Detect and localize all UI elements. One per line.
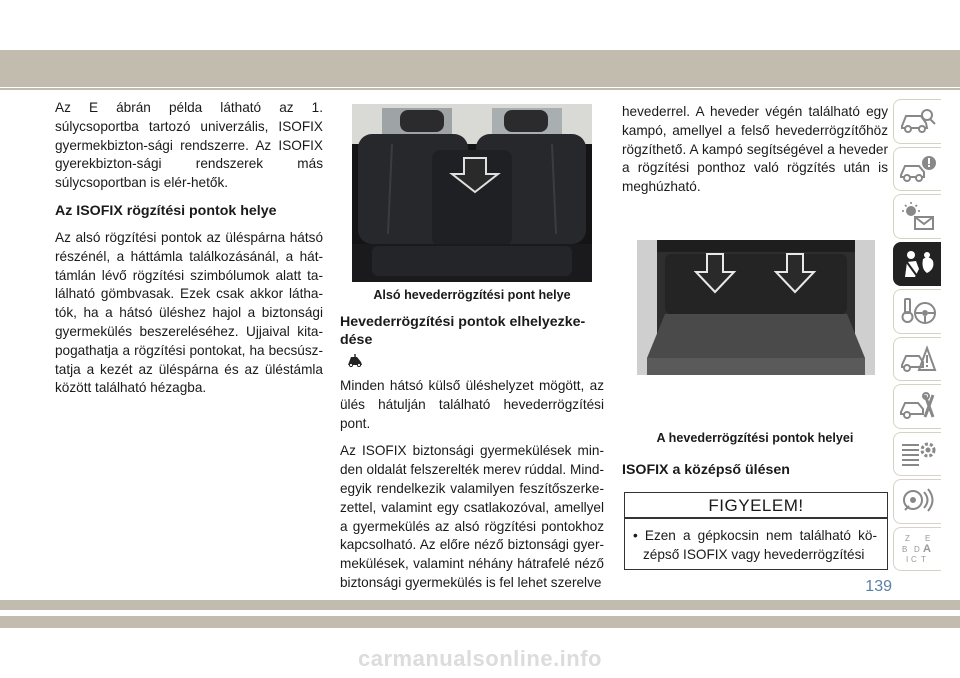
car-info-icon <box>899 154 937 184</box>
index-letter: B <box>901 544 907 554</box>
key-steering-wheel-icon <box>899 296 937 326</box>
warning-title: FIGYELEM! <box>625 493 887 519</box>
paragraph: Az alsó rögzítési pontok az üléspárna hátsó részénél, a háttámla találkozásánál, a hát-támlán lévő rögzítési szimbólumok alatt ta-lálható gömbvasak. Ezek csak akkor látha-tók, ha a hátsó üléshez hajol a biztonsági gyermekülés beszereléséhez. Ujjaival kita-pogathatja a rögzítési pontokat, ha becsúsz-tatja a kezét az üléspárna és az üléstámla között található hézagba. <box>55 229 323 396</box>
car-wrench-tools-icon <box>899 391 937 421</box>
figure-caption: Alsó hevederrögzítési pont helye <box>373 288 571 302</box>
paragraph: Az E ábrán példa látható az 1. súlycsoportba tartozó univerzális, ISOFIX gyermekbizton-sági rendszerre. Az ISOFIX gyerekbizton-sági rendszerek más súlycsoportban is elér-hetők. <box>55 100 323 191</box>
index-letter: C <box>910 554 917 564</box>
tab-car-info[interactable] <box>893 147 941 192</box>
header-band <box>0 50 960 87</box>
header-rule <box>0 88 960 90</box>
footer-band <box>0 600 960 610</box>
chapter-tabs <box>893 99 941 574</box>
tab-warning-lights[interactable] <box>893 194 941 239</box>
column-left <box>55 99 323 407</box>
figure-caption: A hevederrögzítési pontok helyei <box>656 431 854 445</box>
rear-seat-photo <box>352 104 592 282</box>
paragraph: Az ISOFIX biztonsági gyermekülések min-den oldalát felszerelték merev rúddal. Mind-egyik rendelkezik valamilyen feszítőszerke-zettel, valamint egy csatlakozóval, amellyel a gyermekülés az alsó rögzítési pontokhoz kapcsolható. Az előre néző biztonsági gyer-mekülések, valamint néhány hátrafelé néző biztonsági gyermekülés is fel lehet szerelve <box>340 443 604 590</box>
paragraph: hevederrel. A heveder végén található egy kampó, amellyel a felső hevederrögzítőhöz rögzíthető. A kampó segítségével a heveder a rögzítési ponthoz való rögzítés után is meghúzható. <box>622 104 888 195</box>
safety-seatbelt-airbag-icon <box>899 249 937 279</box>
column-right <box>622 103 888 206</box>
paragraph: Minden hátsó külső üléshelyzet mögött, az ülés hátulján található hevederrögzítési pont. <box>340 378 604 431</box>
section-heading: Hevederrögzítési pontok elhelyezke-dése <box>340 314 586 348</box>
cargo-area-photo <box>637 240 875 375</box>
index-letter: E <box>924 533 930 543</box>
tab-emergency[interactable] <box>893 337 941 382</box>
index-letter: A <box>922 542 931 555</box>
tether-anchor-symbol-icon <box>346 353 364 367</box>
index-letters-icon <box>899 532 937 566</box>
spec-list-gear-icon <box>899 439 937 469</box>
section-heading: ISOFIX a középső ülésen <box>622 462 790 478</box>
tab-car-search[interactable] <box>893 99 941 144</box>
footer-band-lower <box>0 616 960 628</box>
road-warning-triangle-icon <box>899 344 937 374</box>
section-heading: Az ISOFIX rögzítési pontok helye <box>55 202 277 219</box>
multimedia-icon <box>899 486 937 516</box>
watermark-text: carmanualsonline.info <box>358 646 602 671</box>
warning-light-message-icon <box>899 201 937 231</box>
tab-index[interactable] <box>893 527 941 572</box>
index-letter: D <box>913 544 920 554</box>
warning-item: • Ezen a gépkocsin nem található kö-zépső ISOFIX vagy hevederrögzítési <box>633 528 877 562</box>
warning-box <box>624 492 888 570</box>
index-letter: Z <box>904 533 910 543</box>
index-letter: I <box>905 554 908 564</box>
page-number: 139 <box>865 578 892 595</box>
column-middle <box>340 311 604 602</box>
tab-multimedia[interactable] <box>893 479 941 524</box>
tab-technical-specs[interactable] <box>893 432 941 477</box>
tab-starting-driving[interactable] <box>893 289 941 334</box>
tab-safety[interactable] <box>893 242 941 287</box>
car-search-icon <box>899 106 937 136</box>
index-letter: T <box>920 554 926 564</box>
tab-maintenance[interactable] <box>893 384 941 429</box>
